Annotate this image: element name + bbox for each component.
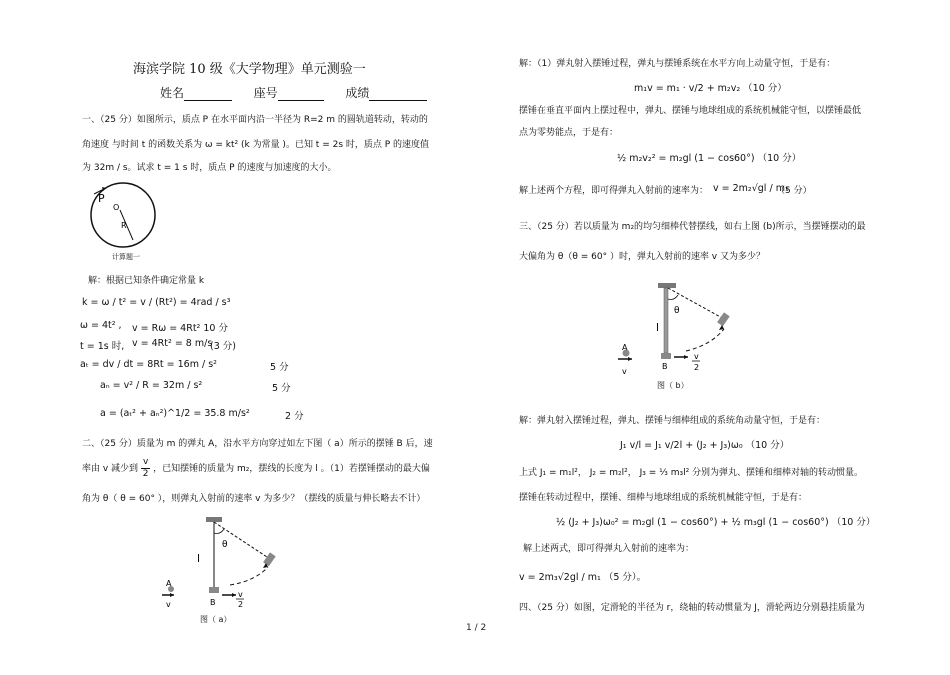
q2-line-1: 二、（25 分）质量为 m 的弹丸 A，沿水平方向穿过如左下图（ a）所示的摆锤 B 后，速	[82, 439, 433, 449]
speed-result-2-points: （5 分）	[776, 186, 812, 196]
q1-line-3: 为 32m / s。试求 t = 1 s 时，质点 P 的速度与加速度的大小。	[82, 163, 337, 173]
solution-3-line-5: 解上述两式，即可得弹丸入射前的速率为：	[523, 544, 695, 554]
solution-1-step-6-points: 2 分	[285, 411, 304, 422]
angular-momentum-equation: J₁ v/l = J₁ v/2l + (J₂ + J₃)ω₀ （10 分）	[620, 440, 790, 451]
solution-2-line-1: 解：（1）弹丸射入摆锤过程，弹丸与摆锤系统在水平方向上动量守恒，于是有：	[519, 59, 836, 69]
bob-b-label-b: B	[662, 362, 668, 371]
energy-equation: ½ m₂v₂² = m₂gl (1 − cos60°) （10 分）	[617, 153, 802, 164]
momentum-equation: m₁v = m₁ · v/2 + m₂v₂ （10 分）	[634, 83, 787, 94]
speed-result-3: v = 2m₃√2gl / m₁ （5 分）。	[519, 572, 647, 583]
radius-r-label: R	[121, 221, 127, 230]
solution-1-step-6: a = (aₜ² + aₙ²)^1/2 = 35.8 m/s²	[100, 408, 250, 419]
velocity-half-den-b: 2	[694, 363, 700, 372]
exam-title: 海滨学院 10 级《大学物理》单元测验一	[133, 62, 366, 77]
velocity-half-den: 2	[238, 600, 244, 609]
length-l-label-b: l	[656, 321, 660, 334]
v-over-2-fraction: $\frac{v}{2}$	[142, 457, 149, 479]
solution-2-line-4: 点为零势能点，于是有：	[519, 128, 619, 138]
page-number: 1 / 2	[466, 623, 487, 633]
solution-1-step-1: k = ω / t² = v / (Rt²) = 4rad / s³	[82, 297, 231, 308]
q1-line-2: 角速度 与时间 t 的函数关系为 ω = kt² (k 为常量 )。已知 t = 2s 时，质点 P 的速度值	[82, 140, 430, 150]
solution-1-step-2b: v = Rω = 4Rt² 10 分	[132, 323, 228, 334]
bob-b-label: B	[210, 598, 216, 607]
solution-1-step-3a: t = 1s 时,	[80, 341, 125, 352]
solution-2-line-3: 摆锤在垂直平面内上摆过程中，弹丸、摆锤与地球组成的系统机械能守恒，以摆锤最低	[519, 106, 862, 116]
name-label: 姓名	[160, 86, 185, 100]
velocity-half-num: v	[238, 590, 243, 599]
center-o-label: O	[113, 203, 120, 212]
theta-label-b: θ	[674, 306, 680, 316]
solution-1-step-2a: ω = 4t² ,	[80, 320, 122, 331]
bullet-a-label-b: A	[622, 343, 628, 352]
score-label: 成绩	[345, 86, 370, 100]
solution-3-line-3: 摆锤在转动过程中，摆锤、细棒与地球组成的系统机械能守恒，于是有：	[519, 493, 808, 503]
bullet-a-label: A	[166, 579, 172, 588]
speed-result-2: v = 2m₂√gl / m₁	[713, 183, 789, 194]
q2-line-3: 角为 θ（ θ = 60° ），则弹丸入射前的速率 v 为多少？（摆线的质量与伸长略去不计）	[82, 494, 426, 504]
q3-line-2: 大偏角为 θ（θ = 60° ）时，弹丸入射前的速率 v 又为多少？	[519, 252, 765, 262]
figure-b-caption: 图（ b）	[657, 381, 689, 390]
q4-line-1: 四、（25 分）如图，定滑轮的半径为 r，绕轴的转动惯量为 J，滑轮两边分别悬挂质量为	[519, 603, 865, 613]
q2-line-2-start: 率由 v 减少到	[82, 464, 139, 474]
student-info-row	[160, 84, 427, 101]
figure-a-caption: 图（ a）	[200, 615, 232, 624]
name-blank	[184, 89, 232, 101]
solution-1-step-4: aₜ = dv / dt = 8Rt = 16m / s²	[80, 359, 217, 370]
velocity-v-label-b: v	[622, 367, 627, 376]
pendulum-diagram-a	[160, 515, 290, 625]
seat-label: 座号	[253, 86, 278, 100]
rotational-energy-equation: ½ (J₂ + J₃)ω₀² = m₂gl (1 − cos60°) + ½ m₃gl (1 − cos60°) （10 分）	[556, 517, 876, 528]
solution-1-step-5-points: 5 分	[272, 383, 291, 394]
solution-1-step-3-points: (3 分)	[210, 341, 236, 352]
solution-1-step-3b: v = 4Rt² = 8 m/s	[132, 338, 213, 349]
solution-3-line-1: 解：弹丸射入摆锤过程，弹丸、摆锤与细棒组成的系统角动量守恒，于是有：	[519, 416, 826, 426]
moment-of-inertia-line: 上式 J₁ = m₁l²， J₂ = m₂l²， J₃ = ⅓ m₃l² 分别为弹丸、摆锤和细棒对轴的转动惯量。	[519, 468, 864, 478]
velocity-half-num-b: v	[694, 352, 699, 361]
circle-diagram	[88, 180, 160, 260]
figure-1-caption: 计算题一	[112, 253, 140, 261]
solution-1-step-5: aₙ = v² / R = 32m / s²	[100, 380, 203, 391]
q1-line-1: 一、（25 分）如图所示，质点 P 在水平面内沿一半径为 R=2 m 的圆轨道转动，转动的	[82, 115, 428, 125]
q2-line-2-end: ，已知摆锤的质量为 m₂，摆线的长度为 l 。（1）若摆锤摆动的最大偏	[153, 464, 430, 474]
pendulum-diagram-b	[616, 281, 746, 381]
score-blank	[369, 89, 427, 101]
solution-2-line-6: 解上述两个方程，即可得弹丸入射前的速率为：	[519, 186, 709, 196]
velocity-v-label: v	[166, 600, 171, 609]
length-l-label: l	[197, 552, 201, 565]
seat-blank	[278, 89, 324, 101]
solution-1-heading: 解：根据已知条件确定常量 k	[88, 276, 205, 286]
q3-line-1: 三、（25 分）若以质量为 m₂的均匀细棒代替摆线，如右上图 (b)所示，当摆锤摆动的最	[519, 222, 866, 232]
point-p-label: P	[98, 192, 105, 205]
theta-label: θ	[222, 540, 228, 550]
q2-line-2	[82, 457, 430, 480]
solution-1-step-4-points: 5 分	[270, 362, 289, 373]
